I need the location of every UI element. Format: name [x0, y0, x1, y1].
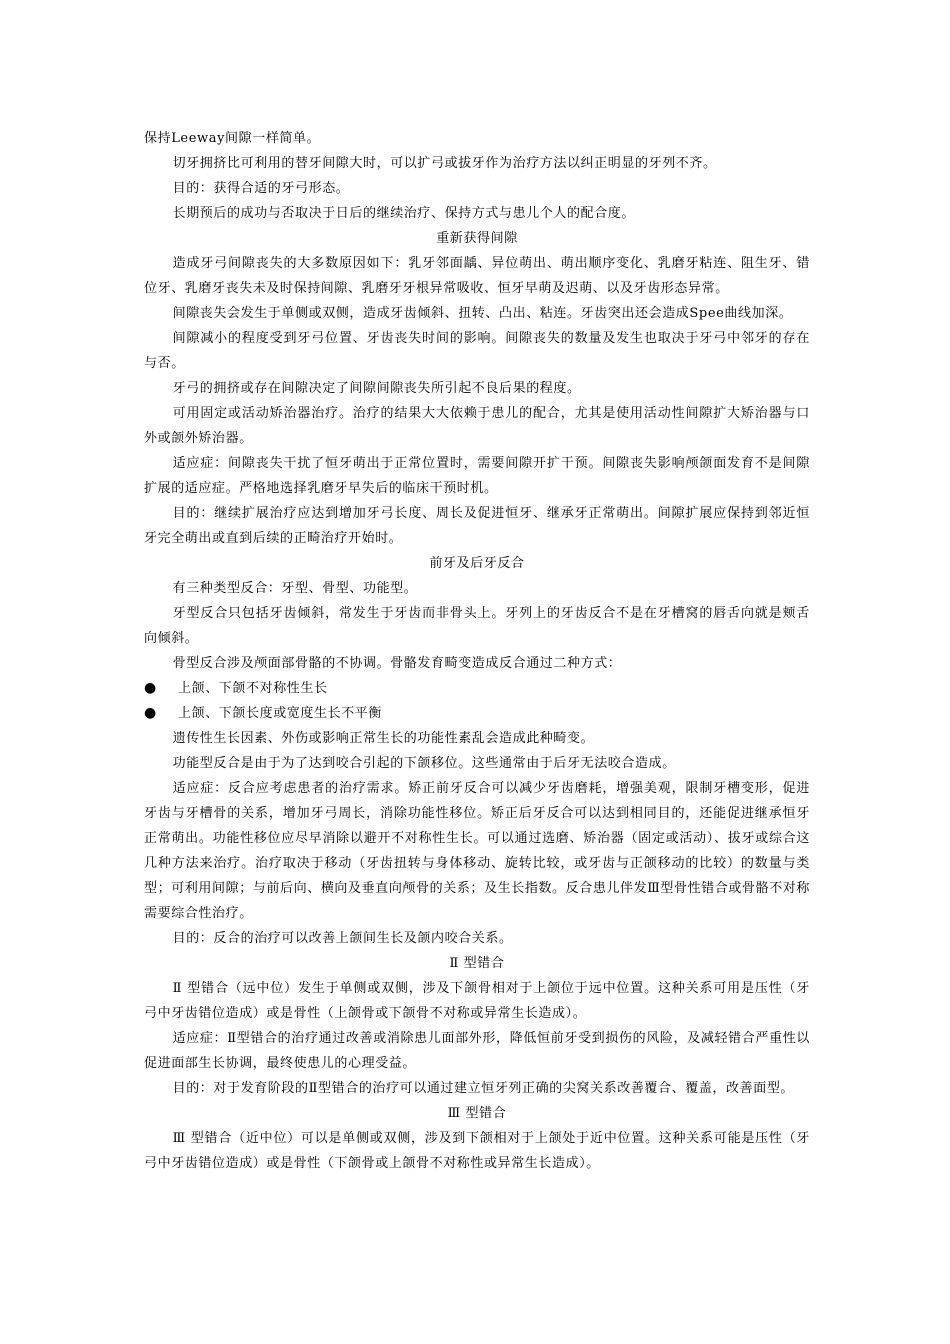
bullet-icon: ● — [144, 680, 157, 696]
paragraph: 目的：继续扩展治疗应达到增加牙弓长度、周长及促进恒牙、继承牙正常萌出。间隙扩展应保持到邻近恒牙完全萌出或直到后续的正畸治疗开始时。 — [144, 506, 810, 546]
section-heading: 重新获得间隙 — [436, 231, 518, 246]
paragraph: 适应症：Ⅱ型错合的治疗通过改善或消除患儿面部外形，降低恒前牙受到损伤的风险，及减轻错合严重性以促进面部生长协调，最终使患儿的心理受益。 — [144, 1031, 810, 1071]
paragraph: 遗传性生长因素、外伤或影响正常生长的功能性素乱会造成此种畸变。 — [172, 731, 595, 746]
paragraph: 适应症：间隙丧失干扰了恒牙萌出于正常位置时，需要间隙开扩干预。间隙丧失影响颅颌面发育不是间隙扩展的适应症。严格地选择乳磨牙早失后的临床干预时机。 — [144, 456, 810, 496]
section-heading: 前牙及后牙反合 — [429, 556, 525, 571]
paragraph: 目的：获得合适的牙弓形态。 — [172, 181, 350, 196]
paragraph: 目的：反合的治疗可以改善上颌间生长及颌内咬合关系。 — [172, 931, 513, 946]
bullet-icon: ● — [144, 705, 157, 721]
paragraph: 长期预后的成功与否取决于日后的继续治疗、保持方式与患儿个人的配合度。 — [172, 206, 635, 221]
paragraph: 可用固定或活动矫治器治疗。治疗的结果大大依赖于患儿的配合，尤其是使用活动性间隙扩大矫治器与口外或颌外矫治器。 — [144, 406, 810, 446]
paragraph: 适应症：反合应考虑患者的治疗需求。矫正前牙反合可以减少牙齿磨耗，增强美观，限制牙槽变形，促进牙齿与牙槽骨的关系，增加牙弓周长，消除功能性移位。矫正后牙反合可以达到相同目的，还能促进继承恒牙正常萌出。功能性移位应尽早消除以避开不对称性生长。可以通过选磨、矫治器（固定或活动）、拔牙或综合这几种方法来治疗。治疗取决于移动（牙齿扭转与身体移动、旋转比较，或牙齿与正颌移动的比较）的数量与类型；可利用间隙；与前后向、横向及垂直向颅骨的关系；及生长指数。反合患儿伴发Ⅲ型骨性错合或骨骼不对称需要综合性治疗。 — [144, 781, 810, 921]
section-heading: Ⅱ 型错合 — [449, 956, 505, 971]
paragraph: Ⅲ 型错合（近中位）可以是单侧或双侧，涉及到下颌相对于上颌处于近中位置。这种关系可能是压性（牙弓中牙齿错位造成）或是骨性（下颌骨或上颌骨不对称性或异常生长造成）。 — [144, 1131, 810, 1171]
paragraph: 骨型反合涉及颅面部骨骼的不协调。骨骼发育畸变造成反合通过二种方式： — [172, 656, 622, 671]
paragraph: 保持Leeway间隙一样简单。 — [144, 131, 321, 146]
paragraph: 有三种类型反合：牙型、骨型、功能型。 — [172, 581, 418, 596]
paragraph: 切牙拥挤比可利用的替牙间隙大时，可以扩弓或拔牙作为治疗方法以纠正明显的牙列不齐。 — [172, 156, 717, 171]
paragraph: Ⅱ 型错合（远中位）发生于单侧或双侧，涉及下颌骨相对于上颌位于远中位置。这种关系可用是压性（牙弓中牙齿错位造成）或是骨性（上颌骨或下颌骨不对称或异常生长造成）。 — [144, 981, 810, 1021]
paragraph: 牙弓的拥挤或存在间隙决定了间隙间隙丧失所引起不良后果的程度。 — [172, 381, 581, 396]
paragraph: 功能型反合是由于为了达到咬合引起的下颌移位。这些通常由于后牙无法咬合造成。 — [172, 756, 676, 771]
bullet-item — [144, 701, 810, 726]
paragraph: 牙型反合只包括牙齿倾斜，常发生于牙齿而非骨头上。牙列上的牙齿反合不是在牙槽窝的唇舌向就是颊舌向倾斜。 — [144, 606, 810, 646]
paragraph: 造成牙弓间隙丧失的大多数原因如下：乳牙邻面龋、异位萌出、萌出顺序变化、乳磨牙粘连、阻生牙、错位牙、乳磨牙丧失未及时保持间隙、乳磨牙牙根异常吸收、恒牙早萌及迟萌、以及牙齿形态异常。 — [144, 256, 810, 296]
section-heading: Ⅲ 型错合 — [447, 1106, 507, 1121]
paragraph: 间隙减小的程度受到牙弓位置、牙齿丧失时间的影响。间隙丧失的数量及发生也取决于牙弓中邻牙的存在与否。 — [144, 331, 810, 371]
paragraph: 间隙丧失会发生于单侧或双侧，造成牙齿倾斜、扭转、凸出、粘连。牙齿突出还会造成Spee曲线加深。 — [172, 306, 793, 321]
bullet-text: 上颌、下颌不对称性生长 — [178, 681, 328, 696]
bullet-item — [144, 676, 810, 701]
bullet-text: 上颌、下颌长度或宽度生长不平衡 — [178, 706, 383, 721]
paragraph: 目的：对于发育阶段的Ⅱ型错合的治疗可以通过建立恒牙列正确的尖窝关系改善覆合、覆盖，改善面型。 — [172, 1081, 795, 1096]
